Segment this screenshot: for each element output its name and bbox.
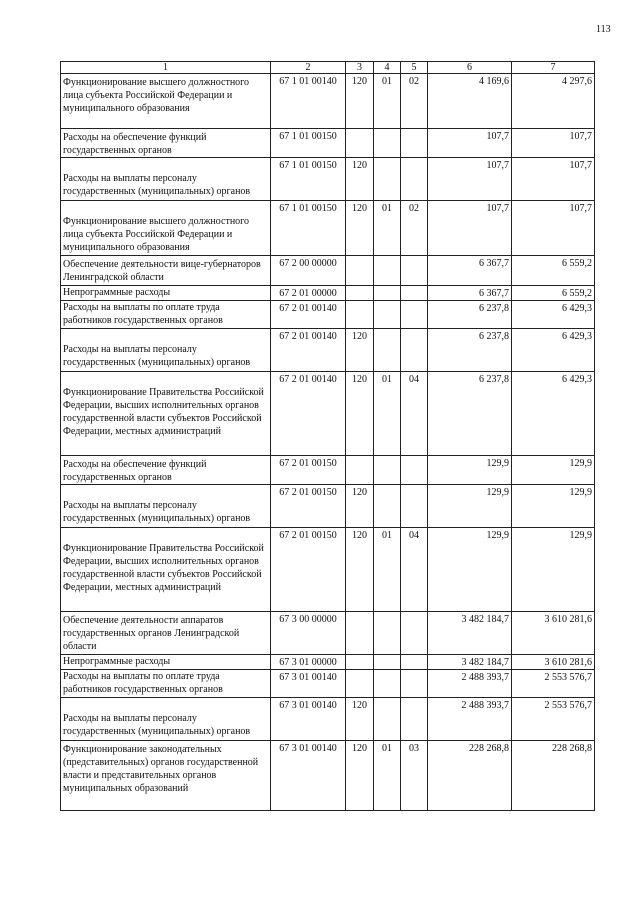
row-target-article: 67 3 01 00140 xyxy=(271,741,346,811)
row-amount-col6: 4 169,6 xyxy=(428,74,512,129)
column-header: 6 xyxy=(428,62,512,74)
row-amount-col6: 107,7 xyxy=(428,201,512,256)
row-section xyxy=(374,301,401,329)
row-amount-col7: 228 268,8 xyxy=(512,741,595,811)
table-row xyxy=(61,485,595,528)
row-name: Расходы на выплаты персоналу государственных (муниципальных) органов xyxy=(61,158,271,201)
row-amount-col6: 107,7 xyxy=(428,129,512,158)
row-name: Функционирование высшего должностного лица субъекта Российской Федерации и муниципального образования xyxy=(61,201,271,256)
column-header: 5 xyxy=(401,62,428,74)
row-subsection xyxy=(401,329,428,372)
row-amount-col6: 3 482 184,7 xyxy=(428,612,512,655)
row-subsection xyxy=(401,612,428,655)
row-target-article: 67 2 01 00150 xyxy=(271,456,346,485)
row-expense-type: 120 xyxy=(346,372,374,456)
row-name: Функционирование Правительства Российской Федерации, высших исполнительных органов государственной власти субъектов Российской Федерации, местных администраций xyxy=(61,372,271,456)
row-expense-type: 120 xyxy=(346,485,374,528)
row-amount-col7: 6 429,3 xyxy=(512,329,595,372)
row-section xyxy=(374,129,401,158)
row-section xyxy=(374,256,401,286)
row-section xyxy=(374,485,401,528)
row-section xyxy=(374,286,401,301)
row-subsection: 03 xyxy=(401,741,428,811)
row-amount-col7: 2 553 576,7 xyxy=(512,698,595,741)
table-row xyxy=(61,129,595,158)
row-section xyxy=(374,329,401,372)
table-row xyxy=(61,74,595,129)
row-amount-col6: 6 237,8 xyxy=(428,372,512,456)
row-section: 01 xyxy=(374,74,401,129)
table-row xyxy=(61,329,595,372)
row-target-article: 67 3 01 00000 xyxy=(271,655,346,670)
row-name: Функционирование Правительства Российской Федерации, высших исполнительных органов государственной власти субъектов Российской Федерации, местных администраций xyxy=(61,528,271,612)
row-section: 01 xyxy=(374,528,401,612)
row-expense-type xyxy=(346,670,374,698)
column-header: 2 xyxy=(271,62,346,74)
row-name: Непрограммные расходы xyxy=(61,655,271,670)
row-amount-col7: 6 559,2 xyxy=(512,286,595,301)
row-amount-col7: 107,7 xyxy=(512,201,595,256)
column-header: 7 xyxy=(512,62,595,74)
row-expense-type: 120 xyxy=(346,201,374,256)
row-expense-type xyxy=(346,655,374,670)
row-section xyxy=(374,670,401,698)
table-row xyxy=(61,286,595,301)
row-amount-col7: 6 429,3 xyxy=(512,301,595,329)
row-section: 01 xyxy=(374,201,401,256)
table-row xyxy=(61,741,595,811)
table-row xyxy=(61,256,595,286)
row-expense-type: 120 xyxy=(346,698,374,741)
table-row xyxy=(61,612,595,655)
row-name: Расходы на обеспечение функций государственных органов xyxy=(61,456,271,485)
row-subsection xyxy=(401,158,428,201)
row-amount-col7: 2 553 576,7 xyxy=(512,670,595,698)
row-subsection: 04 xyxy=(401,372,428,456)
row-expense-type: 120 xyxy=(346,74,374,129)
row-name: Расходы на выплаты персоналу государственных (муниципальных) органов xyxy=(61,485,271,528)
row-expense-type xyxy=(346,456,374,485)
row-expense-type xyxy=(346,256,374,286)
row-target-article: 67 3 01 00140 xyxy=(271,698,346,741)
row-expense-type xyxy=(346,301,374,329)
row-target-article: 67 2 01 00140 xyxy=(271,301,346,329)
row-target-article: 67 3 00 00000 xyxy=(271,612,346,655)
row-amount-col6: 129,9 xyxy=(428,456,512,485)
row-amount-col6: 6 237,8 xyxy=(428,301,512,329)
table-header-row xyxy=(61,62,595,74)
row-subsection xyxy=(401,485,428,528)
row-name: Функционирование законодательных (представительных) органов государственной власти и представительных органов муниципальных образований xyxy=(61,741,271,811)
row-subsection: 02 xyxy=(401,74,428,129)
row-amount-col7: 3 610 281,6 xyxy=(512,612,595,655)
row-target-article: 67 1 01 00150 xyxy=(271,158,346,201)
row-subsection xyxy=(401,129,428,158)
row-expense-type: 120 xyxy=(346,329,374,372)
row-section xyxy=(374,655,401,670)
row-amount-col6: 2 488 393,7 xyxy=(428,670,512,698)
row-expense-type xyxy=(346,129,374,158)
row-target-article: 67 1 01 00140 xyxy=(271,74,346,129)
row-subsection xyxy=(401,456,428,485)
row-name: Расходы на выплаты по оплате труда работников государственных органов xyxy=(61,301,271,329)
row-expense-type: 120 xyxy=(346,158,374,201)
row-amount-col6: 129,9 xyxy=(428,485,512,528)
row-name: Расходы на выплаты по оплате труда работников государственных органов xyxy=(61,670,271,698)
row-subsection xyxy=(401,286,428,301)
row-amount-col7: 129,9 xyxy=(512,528,595,612)
column-header: 1 xyxy=(61,62,271,74)
row-amount-col7: 107,7 xyxy=(512,158,595,201)
row-amount-col6: 6 367,7 xyxy=(428,286,512,301)
table-row xyxy=(61,372,595,456)
table-row xyxy=(61,201,595,256)
row-target-article: 67 2 01 00140 xyxy=(271,329,346,372)
row-subsection xyxy=(401,301,428,329)
row-name: Расходы на обеспечение функций государственных органов xyxy=(61,129,271,158)
row-amount-col7: 107,7 xyxy=(512,129,595,158)
row-expense-type xyxy=(346,286,374,301)
table-row xyxy=(61,670,595,698)
column-header: 4 xyxy=(374,62,401,74)
row-name: Расходы на выплаты персоналу государственных (муниципальных) органов xyxy=(61,698,271,741)
row-name: Обеспечение деятельности вице-губернаторов Ленинградской области xyxy=(61,256,271,286)
row-amount-col6: 3 482 184,7 xyxy=(428,655,512,670)
row-target-article: 67 2 01 00150 xyxy=(271,528,346,612)
row-section xyxy=(374,698,401,741)
row-section: 01 xyxy=(374,372,401,456)
row-section xyxy=(374,612,401,655)
row-amount-col7: 6 429,3 xyxy=(512,372,595,456)
row-expense-type: 120 xyxy=(346,528,374,612)
row-target-article: 67 1 01 00150 xyxy=(271,201,346,256)
row-amount-col7: 4 297,6 xyxy=(512,74,595,129)
table-row xyxy=(61,158,595,201)
row-name: Расходы на выплаты персоналу государственных (муниципальных) органов xyxy=(61,329,271,372)
page-number: 113 xyxy=(596,24,611,35)
row-amount-col7: 129,9 xyxy=(512,485,595,528)
row-name: Функционирование высшего должностного лица субъекта Российской Федерации и муниципального образования xyxy=(61,74,271,129)
row-subsection xyxy=(401,670,428,698)
row-target-article: 67 3 01 00140 xyxy=(271,670,346,698)
row-amount-col6: 107,7 xyxy=(428,158,512,201)
row-amount-col7: 3 610 281,6 xyxy=(512,655,595,670)
row-subsection xyxy=(401,698,428,741)
row-amount-col7: 129,9 xyxy=(512,456,595,485)
row-amount-col6: 129,9 xyxy=(428,528,512,612)
row-amount-col6: 6 367,7 xyxy=(428,256,512,286)
row-target-article: 67 2 01 00140 xyxy=(271,372,346,456)
table-row xyxy=(61,655,595,670)
table-row xyxy=(61,456,595,485)
row-name: Обеспечение деятельности аппаратов государственных органов Ленинградской области xyxy=(61,612,271,655)
row-subsection: 02 xyxy=(401,201,428,256)
row-expense-type xyxy=(346,612,374,655)
table-row xyxy=(61,698,595,741)
row-section xyxy=(374,158,401,201)
table-row xyxy=(61,528,595,612)
row-section: 01 xyxy=(374,741,401,811)
budget-table xyxy=(60,61,595,811)
row-subsection xyxy=(401,256,428,286)
row-target-article: 67 1 01 00150 xyxy=(271,129,346,158)
row-amount-col7: 6 559,2 xyxy=(512,256,595,286)
row-subsection xyxy=(401,655,428,670)
row-amount-col6: 228 268,8 xyxy=(428,741,512,811)
row-target-article: 67 2 01 00000 xyxy=(271,286,346,301)
row-amount-col6: 6 237,8 xyxy=(428,329,512,372)
row-amount-col6: 2 488 393,7 xyxy=(428,698,512,741)
row-subsection: 04 xyxy=(401,528,428,612)
row-target-article: 67 2 01 00150 xyxy=(271,485,346,528)
table-row xyxy=(61,301,595,329)
column-header: 3 xyxy=(346,62,374,74)
row-target-article: 67 2 00 00000 xyxy=(271,256,346,286)
row-expense-type: 120 xyxy=(346,741,374,811)
row-section xyxy=(374,456,401,485)
row-name: Непрограммные расходы xyxy=(61,286,271,301)
